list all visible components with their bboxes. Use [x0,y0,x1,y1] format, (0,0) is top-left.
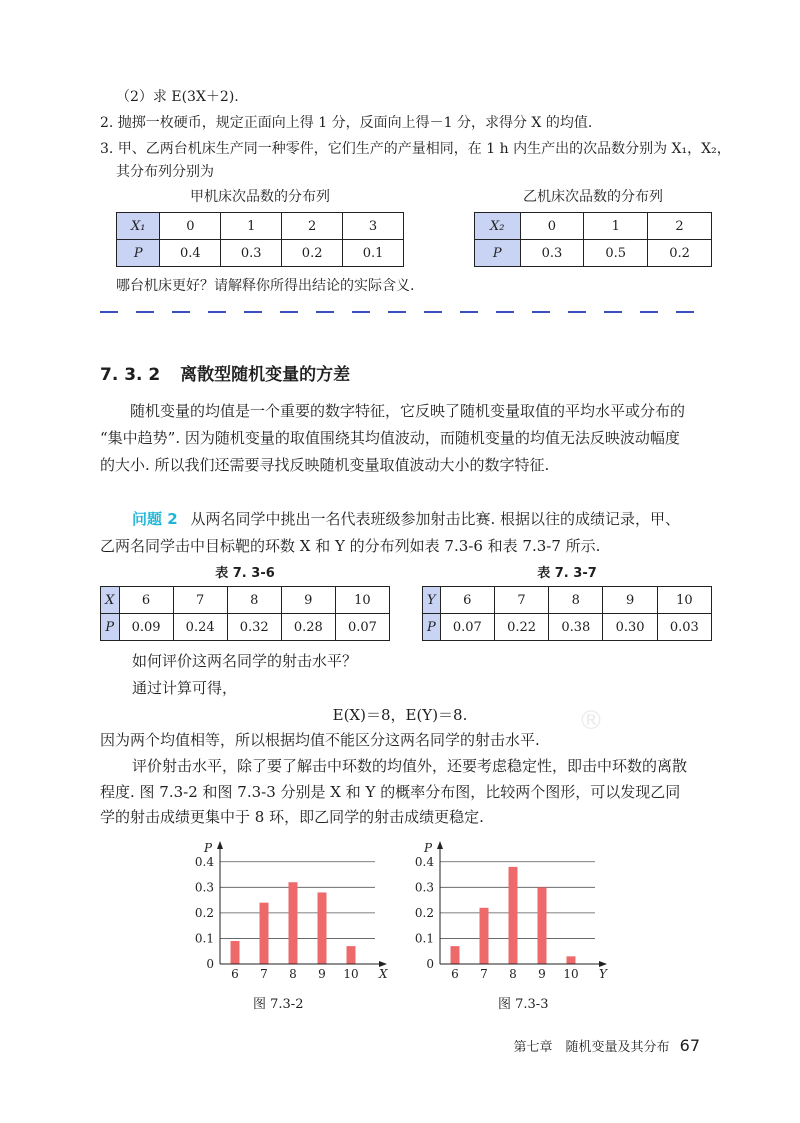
y-tick-label: 0.4 [194,854,214,869]
table-cell: 0.3 [520,240,584,267]
exercise-3-cont: 其分布列分别为 [116,164,214,180]
table-cell: 0.1 [343,240,404,267]
table-cell: 0.5 [584,240,648,267]
after-line-5: 程度. 图 7.3-2 和图 7.3-3 分别是 X 和 Y 的概率分布图，比较两个图形，可以发现乙同 [100,783,681,801]
bar [231,941,240,964]
after-line-4: 评价射击水平，除了要了解击中环数的均值外，还要考虑稳定性，即击中环数的离散 [132,757,688,775]
bar [347,946,356,964]
table-cell: 0.09 [119,614,173,641]
problem-label: 问题 2 [132,510,178,528]
table-cell: 7 [173,587,227,614]
watermark-mark: ® [578,706,604,736]
y-tick-label: 0.1 [194,931,214,946]
y-tick-label: 0.1 [414,931,434,946]
y-tick-label: 0.3 [194,880,214,895]
table-cell: 0 [160,213,221,240]
table-y-caption: 表 7. 3-7 [537,566,597,581]
table-cell: P [475,240,521,267]
table-cell: P [101,614,120,641]
y-tick-label: 0.2 [194,905,214,920]
problem-text: 从两名同学中挑出一名代表班级参加射击比赛. 根据以往的成绩记录，甲、 [190,510,680,528]
table-row [117,213,404,240]
x-tick-label: 10 [343,967,359,980]
machine-b-table [474,212,712,267]
section-title: 离散型随机变量的方差 [180,365,351,385]
section-number: 7. 3. 2 [100,365,161,385]
table-cell: X [101,587,120,614]
table-cell: 1 [584,213,648,240]
x-tick-label: 10 [563,967,579,980]
table-cell: 8 [549,587,603,614]
table-cell: 0.24 [173,614,227,641]
table-cell: 2 [282,213,343,240]
x-tick-label: 7 [480,967,488,980]
table-cell: 0.30 [603,614,657,641]
y-axis-label: P [204,841,213,855]
table-x [100,586,390,641]
bar [260,903,269,964]
y-tick-label: 0 [206,957,214,971]
table-cell: 0.38 [549,614,603,641]
table-cell: P [117,240,160,267]
exercise-2: 2. 抛掷一枚硬币，规定正面向上得 1 分，反面向上得－1 分，求得分 X 的均值. [100,115,593,131]
table-cell: 2 [648,213,712,240]
formula: E(X)＝8，E(Y)＝8. [332,706,468,724]
bar-chart-x [190,840,395,980]
table-cell: 0.07 [335,614,389,641]
table-cell: 0.22 [494,614,548,641]
bar [289,882,298,964]
table-cell: 0.2 [282,240,343,267]
bar [567,956,576,964]
x-tick-label: 6 [231,967,239,980]
table-cell: Y [423,587,441,614]
intro-line-1: 随机变量的均值是一个重要的数字特征，它反映了随机变量取值的平均水平或分布的 [130,402,686,420]
table-cell: 0.28 [281,614,335,641]
table-cell: 9 [281,587,335,614]
intro-line-3: 的大小. 所以我们还需要寻找反映随机变量取值波动大小的数字特征. [100,456,550,474]
figure-caption-x: 图 7.3-2 [253,997,304,1012]
table-row [117,240,404,267]
table-cell: 8 [227,587,281,614]
table-cell: 6 [119,587,173,614]
machine-a-table [116,212,404,267]
y-tick-label: 0.3 [414,880,434,895]
table-cell: 0 [520,213,584,240]
table-cell: 3 [343,213,404,240]
x-axis-label: X [379,967,388,980]
table-cell: 0.3 [221,240,282,267]
table-cell: 1 [221,213,282,240]
divider [100,311,712,313]
x-tick-label: 6 [451,967,459,980]
problem-line-1 [132,508,680,530]
x-tick-label: 9 [538,967,546,980]
y-tick-label: 0 [426,957,434,971]
problem-line-2: 乙两名同学击中目标靶的环数 X 和 Y 的分布列如表 7.3-6 和表 7.3-7 所示. [100,537,601,555]
x-tick-label: 8 [509,967,517,980]
after-line-3: 因为两个均值相等，所以根据均值不能区分这两名同学的射击水平. [100,731,540,749]
table-cell: 0.4 [160,240,221,267]
x-tick-label: 8 [289,967,297,980]
bar [480,908,489,964]
table-cell: 0.2 [648,240,712,267]
table-row [101,614,390,641]
table-y [422,586,712,641]
page-footer [513,1036,700,1055]
x-tick-label: 9 [318,967,326,980]
table-cell: X₁ [117,213,160,240]
table-cell: P [423,614,441,641]
y-axis-label: P [424,841,433,855]
bar [538,887,547,964]
exercise-3-question: 哪台机床更好？请解释你所得出结论的实际含义. [116,278,415,294]
table-row [101,587,390,614]
table-row [475,213,712,240]
bar-chart-y [410,840,615,980]
table-cell: 0.03 [657,614,711,641]
page-number: 67 [679,1036,700,1055]
exercise-3: 3. 甲、乙两台机床生产同一种零件，它们生产的产量相同，在 1 h 内生产出的次品数分别为 X₁，X₂， [100,141,731,157]
chapter-label: 第七章 随机变量及其分布 [513,1040,670,1055]
table-x-caption: 表 7. 3-6 [215,566,275,581]
table-cell: 7 [494,587,548,614]
after-line-2: 通过计算可得， [132,679,238,697]
table-cell: 10 [657,587,711,614]
table-cell: 6 [440,587,494,614]
table-cell: X₂ [475,213,521,240]
table-row [423,614,712,641]
after-line-6: 学的射击成绩更集中于 8 环，即乙同学的射击成绩更稳定. [100,808,484,826]
intro-line-2: “集中趋势”. 因为随机变量的取值围绕其均值波动，而随机变量的均值无法反映波动幅度 [100,429,680,447]
table-cell: 9 [603,587,657,614]
bar [451,946,460,964]
table-row [423,587,712,614]
table-row [475,240,712,267]
table-cell: 10 [335,587,389,614]
bar [318,892,327,964]
table-b-caption: 乙机床次品数的分布列 [523,189,663,205]
section-heading [100,360,350,385]
bar [509,867,518,964]
after-line-1: 如何评价这两名同学的射击水平？ [132,652,358,670]
y-axis-arrow [217,841,223,849]
table-cell: 0.32 [227,614,281,641]
figure-caption-y: 图 7.3-3 [498,997,549,1012]
y-axis-arrow [437,841,443,849]
exercise-1-part-2: （2）求 E(3X＋2). [116,89,239,105]
x-axis-label: Y [599,967,607,980]
y-tick-label: 0.2 [414,905,434,920]
table-a-caption: 甲机床次品数的分布列 [190,189,330,205]
table-cell: 0.07 [440,614,494,641]
x-tick-label: 7 [260,967,268,980]
y-tick-label: 0.4 [414,854,434,869]
